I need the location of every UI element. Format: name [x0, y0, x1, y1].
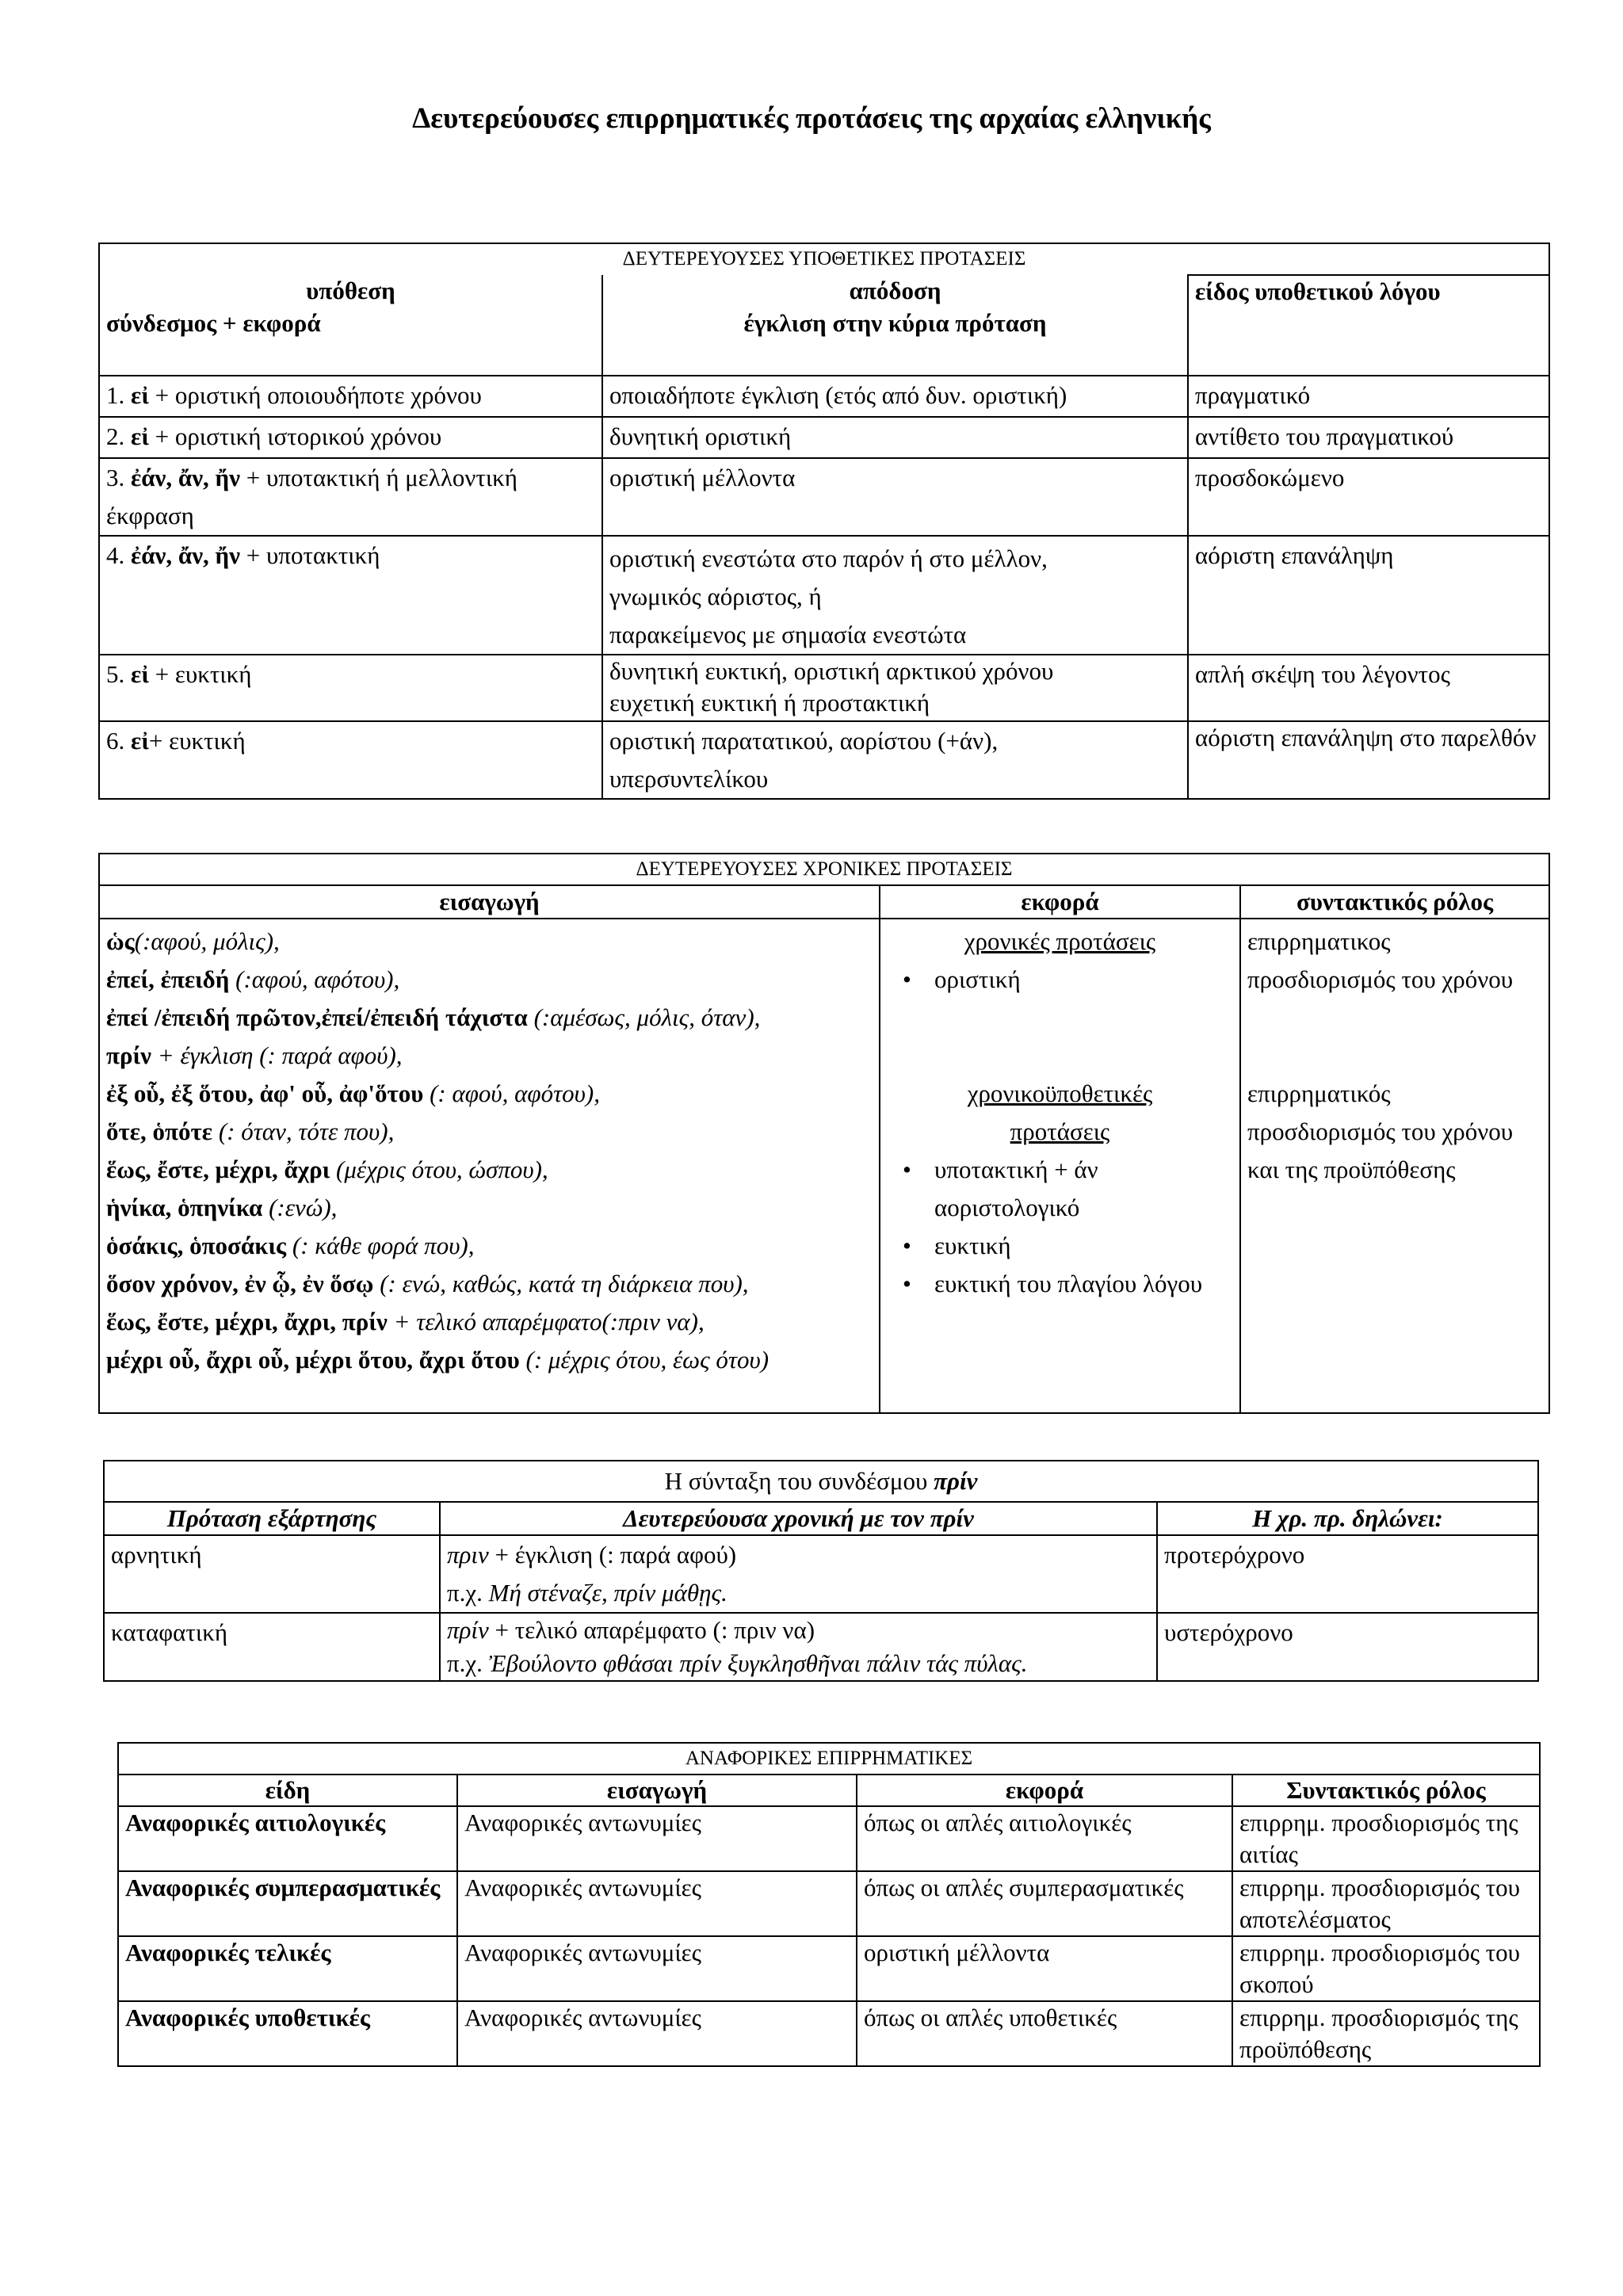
row-number: 5.: [106, 660, 125, 688]
table-row: [118, 1936, 1540, 2001]
role-cell: επιρρημ. προσδιορισμός του αποτελέσματος: [1232, 1871, 1540, 1936]
prin-table: [103, 1460, 1539, 1682]
role-cell: επιρρημ. προσδιορισμός της προϋπόθεσης: [1232, 2001, 1540, 2066]
column-header: Η χρ. πρ. δηλώνει:: [1157, 1502, 1538, 1535]
conjunction: ὁσάκις, ὁποσάκις: [106, 1232, 287, 1259]
meaning: (:ενώ),: [262, 1194, 338, 1221]
row-number: 3.: [106, 464, 125, 491]
mood-cell: όπως οι απλές υποθετικές: [857, 2001, 1232, 2066]
type-cell: απλή σκέψη του λέγοντος: [1188, 655, 1549, 721]
subheader-label: έγκλιση στην κύρια πρόταση: [743, 309, 1047, 337]
row-number: 6.: [106, 727, 125, 755]
conjunction: ἐπεί, ἐπειδή: [106, 965, 230, 993]
column-header: [1188, 275, 1549, 376]
example-line: [447, 1574, 1150, 1612]
apodosis-cell: [602, 376, 1188, 417]
conjunction: ἐάν, ἄν, ἤν: [131, 464, 241, 491]
type-cell: αόριστη επανάληψη: [1188, 536, 1549, 655]
conjunction: ἕως, ἔστε, μέχρι, ἄχρι: [106, 1156, 330, 1183]
apodosis-line: οριστική ενεστώτα στο παρόν ή στο μέλλον,: [609, 544, 1048, 572]
apodosis-line: υπερσυντελίκου: [609, 765, 769, 793]
apodosis-cell: [602, 458, 1188, 536]
conjunction: ὡς: [106, 927, 135, 955]
protasis-cell: [99, 721, 602, 799]
mood-item: • ευκτική του πλαγίου λόγου: [887, 1265, 1233, 1303]
kind-cell: Αναφορικές τελικές: [118, 1936, 457, 2001]
header-label: είδος υποθετικού λόγου: [1195, 277, 1441, 305]
conjunction: εἰ: [131, 422, 149, 450]
header-label: υπόθεση: [306, 277, 395, 304]
apodosis-line: δυνητική ευκτική, οριστική αρκτικού χρόνου: [609, 657, 1054, 685]
column-header: [99, 275, 602, 307]
intro-line: [106, 1113, 873, 1151]
kind-cell: Αναφορικές αιτιολογικές: [118, 1806, 457, 1871]
table-caption: ΔΕΥΤΕΡΕΥΟΥΣΕΣ ΥΠΟΘΕΤΙΚΕΣ ΠΡΟΤΑΣΕΙΣ: [99, 243, 1549, 275]
table-row: [118, 1806, 1540, 1871]
meaning: (μέχρις ότου, ώσπου),: [330, 1156, 548, 1183]
conjunction: ἕως, ἔστε, μέχρι, ἄχρι, πρίν: [106, 1308, 388, 1335]
intro-line: [106, 1303, 873, 1341]
conjunction: πρίν: [106, 1041, 152, 1069]
protasis-cell: [99, 536, 602, 655]
column-header: Πρόταση εξάρτησης: [104, 1502, 440, 1535]
page-title: Δευτερεύουσες επιρρηματικές προτάσεις της αρχαίας ελληνικής: [412, 102, 1211, 135]
example-text: Μή στέναζε, πρίν μάθῃς.: [488, 1579, 727, 1606]
intro-line: [106, 923, 873, 961]
time-cell: υστερόχρονο: [1157, 1613, 1538, 1681]
table-row: [99, 458, 1549, 536]
intro-line: [106, 1189, 873, 1227]
column-subheader: [99, 307, 602, 376]
type-cell: πραγματικό: [1188, 376, 1549, 417]
conditional-table: [98, 243, 1550, 800]
intro-cell: Αναφορικές αντωνυμίες: [457, 1871, 857, 1936]
relative-table: [117, 1742, 1541, 2067]
conj-italic: πρίν: [447, 1616, 489, 1644]
sub-text: + έγκλιση (: παρά αφού): [488, 1541, 737, 1568]
example-prefix: π.χ.: [447, 1579, 489, 1606]
sub-clause-cell: [440, 1613, 1157, 1681]
table-caption: ΔΕΥΤΕΡΕΥΟΥΣΕΣ ΧΡΟΝΙΚΕΣ ΠΡΟΤΑΣΕΙΣ: [99, 854, 1549, 885]
main-clause-cell: καταφατική: [104, 1613, 440, 1681]
role-cell: επιρρημ. προσδιορισμός της αιτίας: [1232, 1806, 1540, 1871]
meaning: (:αφού, αφότου),: [229, 965, 400, 993]
meaning: (: κάθε φορά που),: [286, 1232, 475, 1259]
meaning: (:αμέσως, μόλις, όταν),: [527, 1003, 761, 1031]
apodosis-line: οριστική παρατατικού, αορίστου (+άν),: [609, 727, 999, 755]
conjunction: εἰ: [131, 727, 149, 755]
intro-line: [106, 1037, 873, 1075]
caption-text: Η σύνταξη του συνδέσμου: [664, 1467, 934, 1495]
intro-cell: Αναφορικές αντωνυμίες: [457, 1806, 857, 1871]
column-header: [602, 275, 1188, 307]
mood-heading: χρονικές προτάσεις: [964, 927, 1156, 955]
column-header: εκφορά: [857, 1775, 1232, 1806]
mood-item: • ευκτική: [887, 1227, 1233, 1265]
mood-cell: οριστική μέλλοντα: [857, 1936, 1232, 2001]
mood-item: • οριστική: [887, 961, 1233, 999]
protasis-cell: [99, 655, 602, 721]
apodosis-cell: [602, 721, 1188, 799]
example-line: [447, 1647, 1150, 1680]
header-label: απόδοση: [849, 277, 941, 304]
intro-cell: [99, 919, 880, 1413]
column-header: Συντακτικός ρόλος: [1232, 1775, 1540, 1806]
apodosis-line: οποιαδήποτε έγκλιση (ετός από δυν. οριστική): [609, 381, 1067, 409]
apodosis-line: οριστική μέλλοντα: [609, 464, 796, 491]
column-subheader: [602, 307, 1188, 376]
table-caption: [104, 1461, 1538, 1502]
table-row: [118, 2001, 1540, 2066]
table-row: [99, 655, 1549, 721]
conj-italic: πριν: [447, 1541, 489, 1568]
intro-line: [106, 1265, 873, 1303]
meaning: + τελικό απαρέμφατο(:πριν να),: [387, 1308, 705, 1335]
intro-line: [106, 1341, 873, 1379]
example-prefix: π.χ.: [447, 1649, 489, 1677]
mood-text: + ευκτική: [148, 660, 252, 688]
column-header: Δευτερεύουσα χρονική με τον πρίν: [440, 1502, 1157, 1535]
time-cell: προτερόχρονο: [1157, 1535, 1538, 1613]
apodosis-cell: [602, 655, 1188, 721]
main-clause-cell: αρνητική: [104, 1535, 440, 1613]
intro-cell: Αναφορικές αντωνυμίες: [457, 1936, 857, 2001]
mood-cell: όπως οι απλές αιτιολογικές: [857, 1806, 1232, 1871]
meaning: + έγκλιση (: παρά αφού),: [151, 1041, 403, 1069]
conjunction: ἡνίκα, ὁπηνίκα: [106, 1194, 263, 1221]
intro-line: [106, 1227, 873, 1265]
meaning: (: ενώ, καθώς, κατά τη διάρκεια που),: [373, 1270, 749, 1297]
table-row: [99, 721, 1549, 799]
table-row: [118, 1871, 1540, 1936]
type-cell: αντίθετο του πραγματικού: [1188, 417, 1549, 458]
mood-heading: προτάσεις: [1010, 1117, 1110, 1145]
column-header: εισαγωγή: [99, 885, 880, 919]
column-header: συντακτικός ρόλος: [1240, 885, 1549, 919]
table-row: [99, 919, 1549, 1413]
apodosis-cell: [602, 417, 1188, 458]
caption-word: πρίν: [934, 1467, 978, 1495]
meaning: (: όταν, τότε που),: [212, 1117, 395, 1145]
table-row: [104, 1613, 1538, 1681]
conjunction: ἐξ οὗ, ἐξ ὅτου, ἀφ' οὗ, ἀφ'ὅτου: [106, 1079, 424, 1107]
column-header: εισαγωγή: [457, 1775, 857, 1806]
meaning: (: μέχρις ότου, έως ότου): [519, 1346, 769, 1373]
conjunction: εἰ: [131, 660, 149, 688]
row-number: 4.: [106, 541, 125, 569]
conjunction: μέχρι οὗ, ἄχρι οὗ, μέχρι ὅτου, ἄχρι ὅτου: [106, 1346, 520, 1373]
type-cell: αόριστη επανάληψη στο παρελθόν: [1188, 721, 1549, 799]
role-text: επιρρηματικός προσδιορισμός του χρόνου και της προϋπόθεσης: [1247, 1079, 1514, 1183]
mood-text: + οριστική οποιουδήποτε χρόνου: [148, 381, 482, 409]
table-row: [99, 376, 1549, 417]
kind-cell: Αναφορικές υποθετικές: [118, 2001, 457, 2066]
apodosis-line: δυνητική οριστική: [609, 422, 792, 450]
sub-line: [447, 1614, 1150, 1647]
intro-line: [106, 1151, 873, 1189]
row-number: 1.: [106, 381, 125, 409]
intro-line: [106, 1075, 873, 1113]
table-row: [99, 536, 1549, 655]
role-cell: επιρρημ. προσδιορισμός του σκοπού: [1232, 1936, 1540, 2001]
table-caption: ΑΝΑΦΟΡΙΚΕΣ ΕΠΙΡΡΗΜΑΤΙΚΕΣ: [118, 1743, 1540, 1775]
spacer: [1247, 999, 1542, 1075]
table-row: [104, 1535, 1538, 1613]
mood-text: + οριστική ιστορικού χρόνου: [148, 422, 442, 450]
mood-text: + υποτακτική ή μελλοντική έκφραση: [106, 464, 518, 529]
apodosis-cell: [602, 536, 1188, 655]
conjunction: ὅτε, ὁπότε: [106, 1117, 213, 1145]
column-header: είδη: [118, 1775, 457, 1806]
protasis-cell: [99, 417, 602, 458]
apodosis-line: γνωμικός αόριστος, ή: [609, 583, 822, 610]
spacer: [887, 999, 1233, 1075]
protasis-cell: [99, 458, 602, 536]
intro-line: [106, 999, 873, 1037]
conjunction: ἐάν, ἄν, ἤν: [131, 541, 241, 569]
meaning: (:αφού, μόλις),: [134, 927, 280, 955]
mood-text: + ευκτική: [148, 727, 246, 755]
role-text: επιρρηματικος προσδιορισμός του χρόνου: [1247, 927, 1514, 993]
mood-text: + υποτακτική: [240, 541, 380, 569]
meaning: (: αφού, αφότου),: [423, 1079, 600, 1107]
conjunction: ὅσον χρόνον, ἐν ᾧ, ἐν ὅσῳ: [106, 1270, 374, 1297]
protasis-cell: [99, 376, 602, 417]
subheader-label: σύνδεσμος + εκφορά: [106, 309, 321, 337]
apodosis-line: ευχετική ευκτική ή προστακτική: [609, 689, 930, 716]
intro-cell: Αναφορικές αντωνυμίες: [457, 2001, 857, 2066]
sub-line: [447, 1536, 1150, 1574]
example-text: Ἐβούλοντο φθάσαι πρίν ξυγκλησθῆναι πάλιν τάς πύλας.: [488, 1649, 1028, 1677]
mood-heading: χρονικοϋποθετικές: [967, 1079, 1153, 1107]
role-cell: [1240, 919, 1549, 1413]
conjunction: εἰ: [131, 381, 149, 409]
kind-cell: Αναφορικές συμπερασματικές: [118, 1871, 457, 1936]
column-header: εκφορά: [880, 885, 1240, 919]
mood-cell: [880, 919, 1240, 1413]
row-number: 2.: [106, 422, 125, 450]
intro-list: [106, 923, 873, 1379]
type-cell: προσδοκώμενο: [1188, 458, 1549, 536]
table-row: [99, 417, 1549, 458]
sub-text: + τελικό απαρέμφατο (: πριν να): [488, 1616, 815, 1644]
mood-cell: όπως οι απλές συμπερασματικές: [857, 1871, 1232, 1936]
conjunction: ἐπεί /ἐπειδή πρῶτον,ἐπεί/ἐπειδή τάχιστα: [106, 1003, 528, 1031]
sub-clause-cell: [440, 1535, 1157, 1613]
apodosis-line: παρακείμενος με σημασία ενεστώτα: [609, 621, 967, 648]
temporal-table: [98, 853, 1550, 1414]
mood-item: • υποτακτική + άν αοριστολογικό: [887, 1151, 1233, 1227]
intro-line: [106, 961, 873, 999]
